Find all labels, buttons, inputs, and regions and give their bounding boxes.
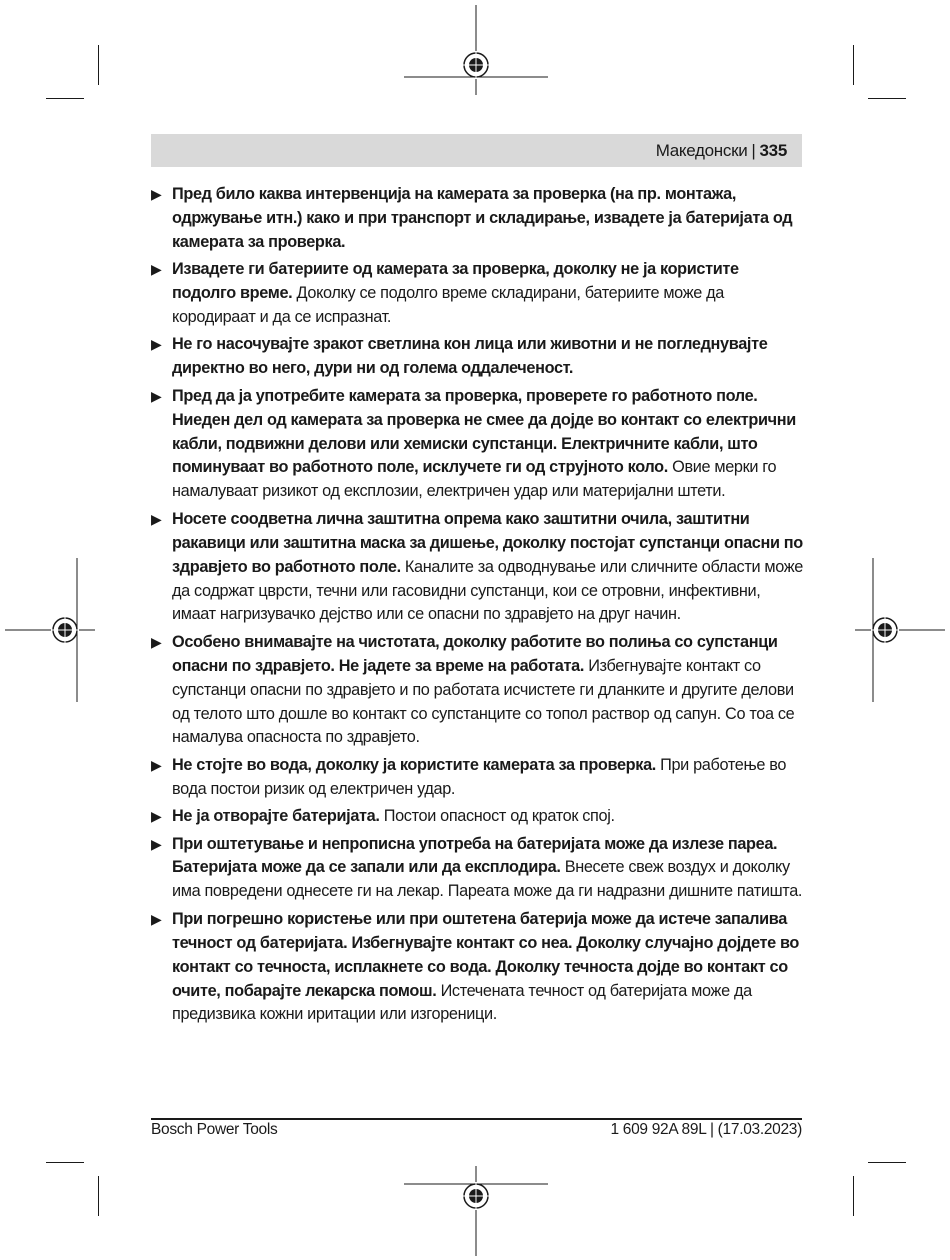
crop-mark-bottom-left-vertical <box>98 1176 99 1216</box>
item-bold-text: Особено внимавајте на чистотата, доколку работите во полиња со супстанци опасни по здравјето. Не јадете за време на работата. <box>172 632 778 675</box>
footer-rule <box>151 1118 802 1120</box>
list-item <box>151 333 806 381</box>
item-bold-text: Пред да ја употребите камерата за проверка, проверете го работното поле. Ниеден дел од камерата за проверка не смее да дојде во контакт со електрични кабли, подвижни делови или хемиски супстанци. Електричните кабли, што поминуваат во работното поле, исклучете ги од струјното коло. <box>172 386 796 477</box>
crop-mark-top-left-horizontal <box>46 98 84 99</box>
bullet-arrow-icon: ▶ <box>151 387 162 404</box>
item-bold-text: Не стојте во вода, доколку ја користите камерата за проверка. <box>172 755 656 774</box>
item-normal-text: При работење во вода постои ризик од електричен удар. <box>172 755 787 798</box>
registration-mark-left <box>5 558 95 702</box>
registration-mark-bottom <box>404 1166 548 1256</box>
item-normal-text: Истечената течност од батеријата може да предизвика кожни иритации или изгореници. <box>172 981 752 1024</box>
footer-document-code: 1 609 92A 89L | (17.03.2023) <box>610 1121 802 1138</box>
bullet-arrow-icon: ▶ <box>151 910 162 927</box>
list-item <box>151 754 806 802</box>
item-bold-text: Носете соодветна лична заштитна опрема како заштитни очила, заштитни ракавици или заштитна маска за дишење, доколку постојат супстанци опасни по здравјето во работното поле. <box>172 509 803 576</box>
crop-mark-top-right-vertical <box>853 45 854 85</box>
header-separator: | <box>751 140 756 160</box>
item-normal-text: Избегнувајте контакт со супстанци опасни по здравјето и по работата исчистете ги дланките и другите делови од телото што дошле во контакт со супстанците со топол раствор од сапун. Со тоа се намалува опасноста по здравјето. <box>172 656 795 747</box>
bullet-arrow-icon: ▶ <box>151 808 162 825</box>
crop-mark-bottom-right-vertical <box>853 1176 854 1216</box>
list-item <box>151 385 806 505</box>
item-normal-text: Постои опасност од краток спој. <box>379 807 615 826</box>
bullet-arrow-icon: ▶ <box>151 186 162 202</box>
registration-mark-right <box>855 558 945 702</box>
footer-brand: Bosch Power Tools <box>151 1121 278 1138</box>
list-item <box>151 908 806 1028</box>
item-bold-text: При погрешно користење или при оштетена батерија може да истече запалива течност од батеријата. Избегнувајте контакт со неа. Доколку случајно дојдете во контакт со течноста, исплакнете со вода. Доколку течноста дојде во контакт со очите, побарајте лекарска помош. <box>172 909 800 1000</box>
list-item <box>151 183 806 255</box>
list-item <box>151 631 806 751</box>
list-item <box>151 833 806 905</box>
registration-mark-top <box>404 5 548 95</box>
bullet-arrow-icon: ▶ <box>151 510 162 527</box>
page-number: 335 <box>759 140 787 160</box>
list-item <box>151 508 806 628</box>
page-header <box>151 134 802 167</box>
list-item <box>151 258 806 330</box>
safety-instructions-list <box>151 183 806 1031</box>
item-normal-text: Доколку се подолго време складирани, батериите може да кородираат и да се испразнат. <box>172 284 724 327</box>
header-language: Македонски <box>655 140 748 160</box>
crop-mark-top-left-vertical <box>98 45 99 85</box>
bullet-arrow-icon: ▶ <box>151 336 162 353</box>
bullet-arrow-icon: ▶ <box>151 835 162 852</box>
item-bold-text: Не го насочувајте зракот светлина кон лица или животни и не погледнувајте директно во него, дури ни од голема оддалеченост. <box>172 335 768 378</box>
item-normal-text: Овие мерки го намалуваат ризикот од експлозии, електричен удар или материјални штети. <box>172 458 777 501</box>
item-bold-text: Извадете ги батериите од камерата за проверка, доколку не ја користите подолго време. <box>172 260 739 303</box>
bullet-arrow-icon: ▶ <box>151 261 162 278</box>
item-bold-text: Пред било каква интервенција на камерата за проверка (на пр. монтажа, одржување итн.) како и при транспорт и складирање, извадете ја батеријата од камерата за проверка. <box>172 185 793 251</box>
list-item <box>151 805 806 829</box>
bullet-arrow-icon: ▶ <box>151 633 162 650</box>
item-bold-text: Не ја отворајте батеријата. <box>172 807 380 826</box>
crop-mark-top-right-horizontal <box>868 98 906 99</box>
item-normal-text: Каналите за одводнување или сличните области може да содржат цврсти, течни или гасовидни супстанци, кои се отровни, инфективни, имаат нагризувачко дејство или се опасни по здравјето на друг начин. <box>172 557 803 624</box>
crop-mark-bottom-left-horizontal <box>46 1162 84 1163</box>
item-normal-text: Внесете свеж воздух и доколку има повредени однесете ги на лекар. Пареата може да ги надразни дишните патишта. <box>172 858 803 901</box>
item-bold-text: При оштетување и непрописна употреба на батеријата може да излезе пареа. Батеријата може да се запали или да експлодира. <box>172 834 778 877</box>
bullet-arrow-icon: ▶ <box>151 756 162 773</box>
crop-mark-bottom-right-horizontal <box>868 1162 906 1163</box>
